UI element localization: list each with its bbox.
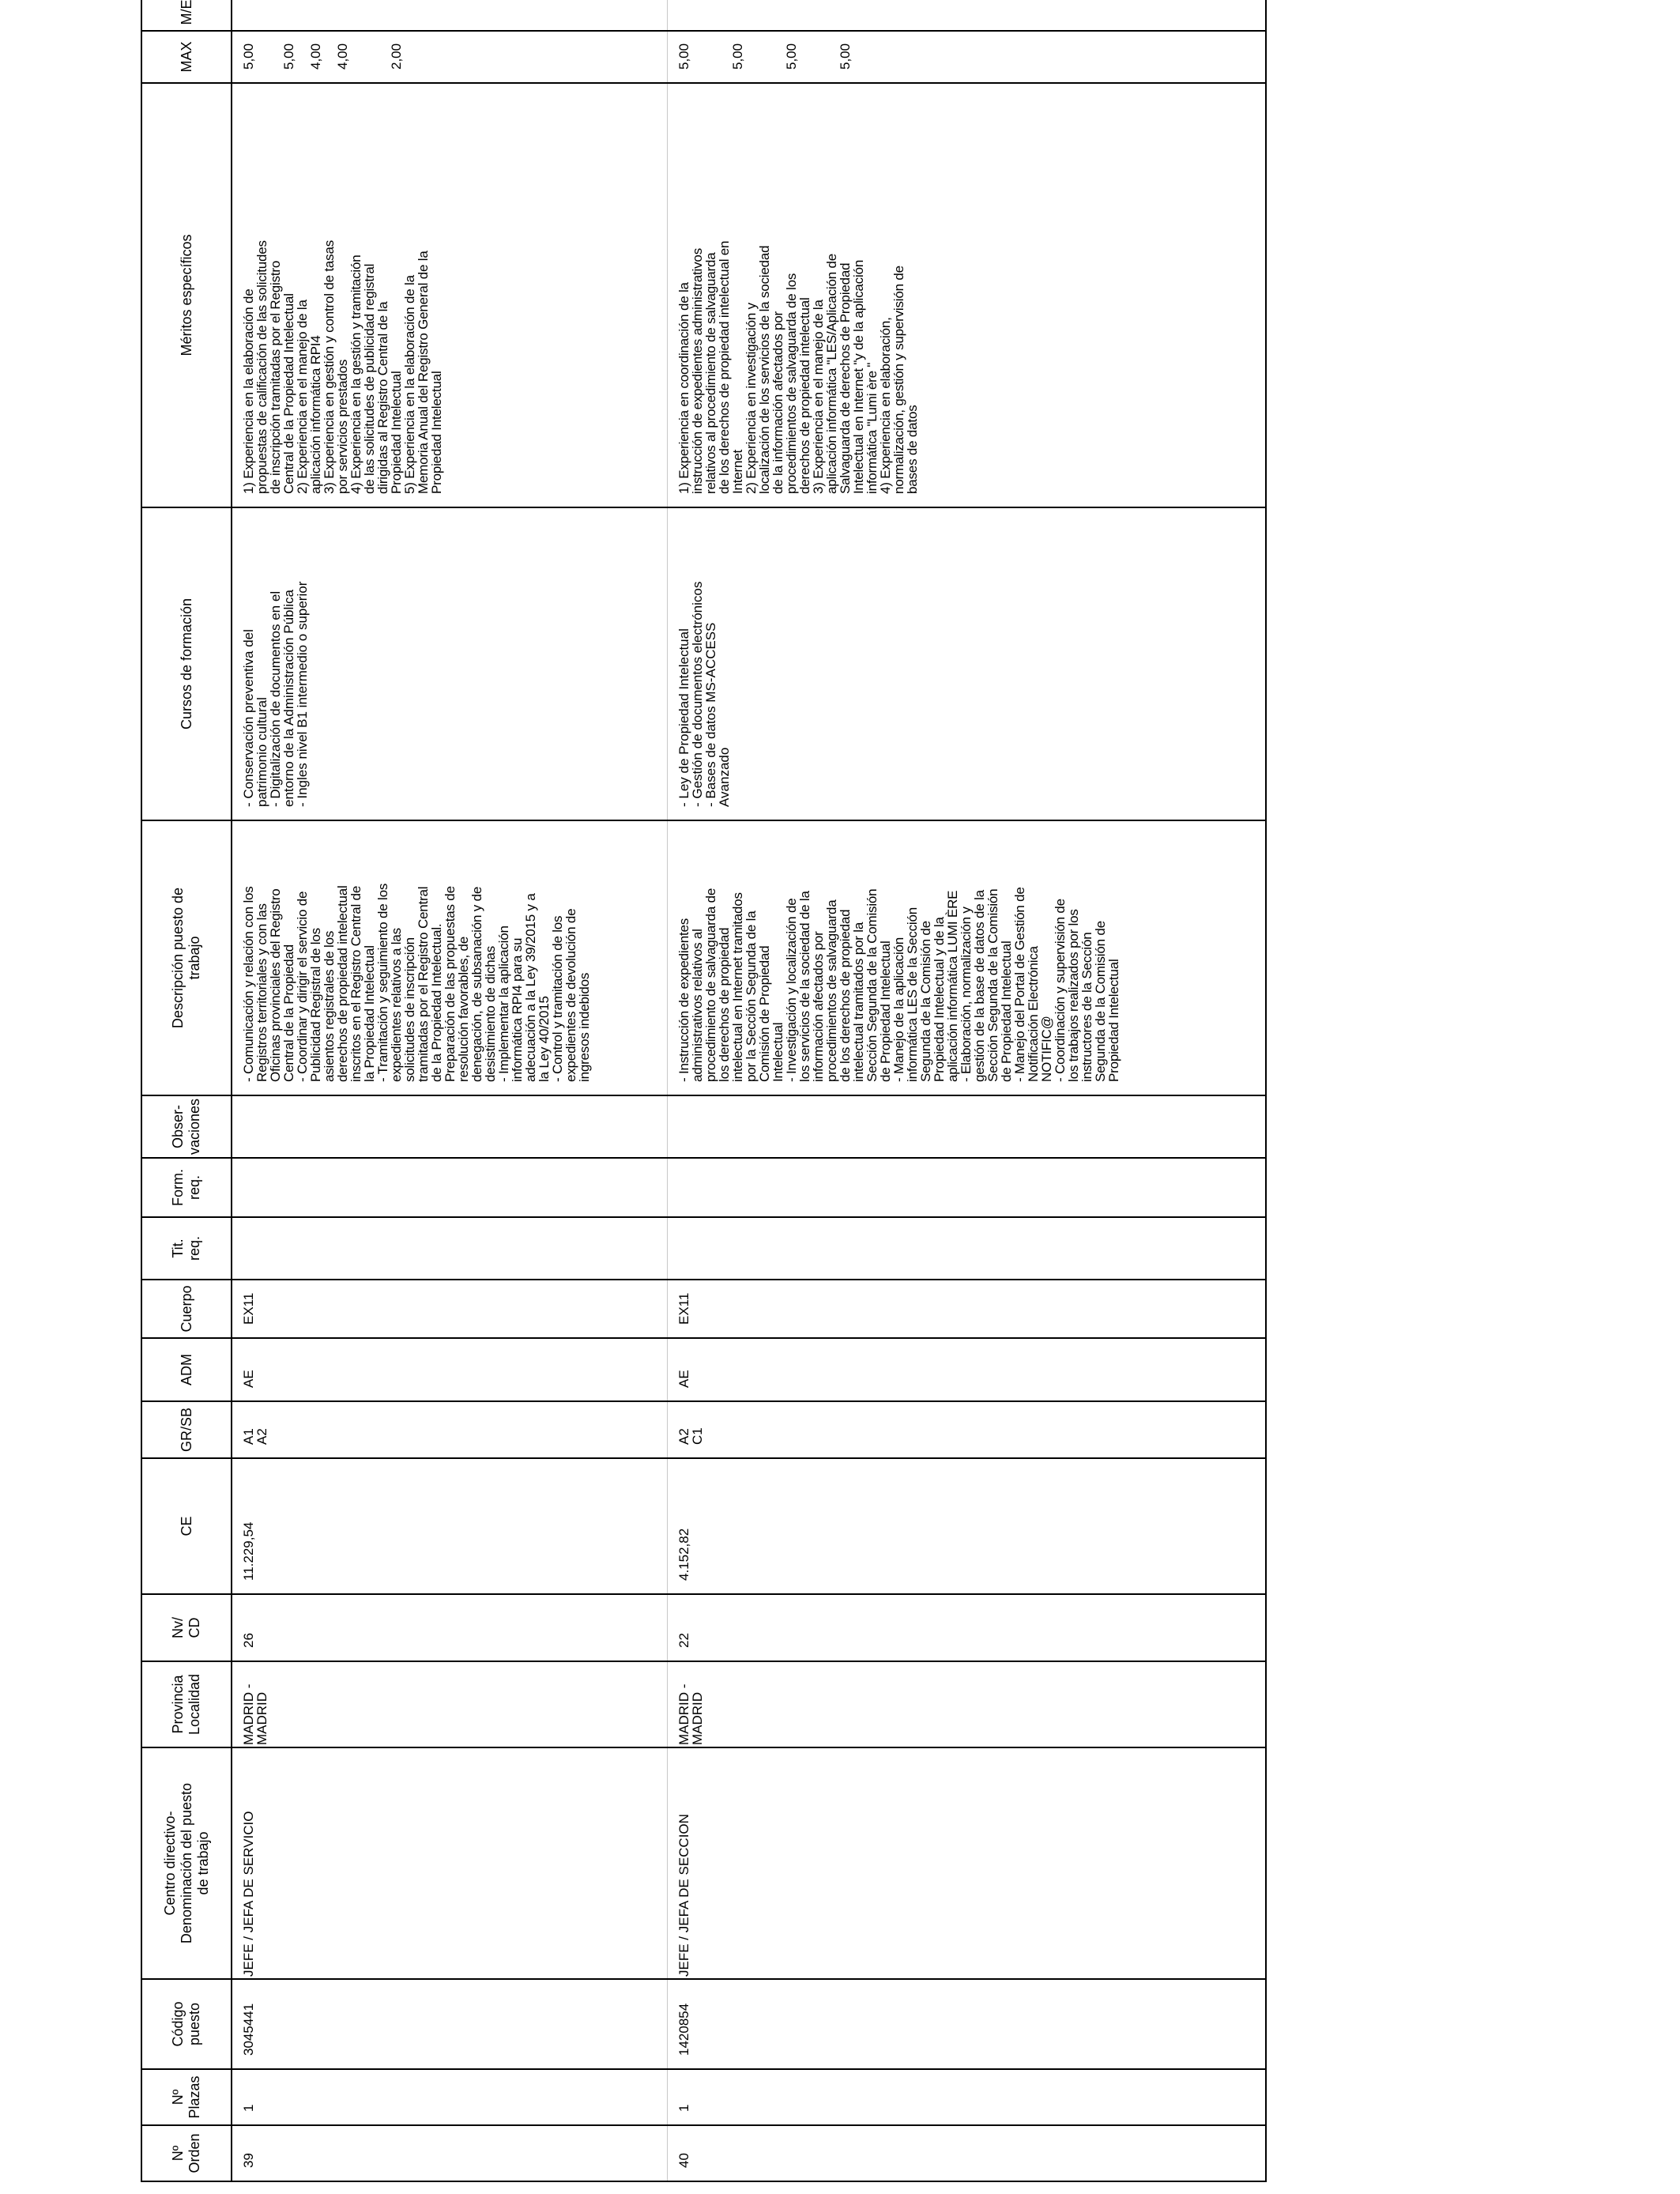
cell-centro: JEFE / JEFA DE SERVICIO bbox=[232, 1747, 668, 1979]
cell-formacion bbox=[232, 1158, 668, 1217]
header-meritos: Méritos específicos bbox=[141, 83, 232, 507]
header-codigo: Código puesto bbox=[141, 1979, 232, 2069]
cell-ce: 11.229,54 bbox=[232, 1458, 668, 1594]
cell-meritos: 1) Experiencia en coordinación de la instrucción de expedientes administrativos relativos al procedimiento de salvaguarda de los derechos de propiedad intelectual en Internet 2) Experiencia en investigación y localización de los servicios de la sociedad de la información afectados por procedimientos de salvaguarda de los derechos de propiedad intelectual 3) Experiencia en el manejo de la aplicación informática "LES/Aplicación de Salvaguarda de derechos de Propiedad Intelectual en Internet "y de la aplicación informática "Lumi ère " 4) Experiencia en elaboración, normalización, gestión y supervisión de bases de datos bbox=[668, 83, 1267, 507]
cell-me bbox=[232, 0, 668, 31]
header-centro: Centro directivo- Denominación del puesto de trabajo bbox=[141, 1747, 232, 1979]
cell-nivel: 22 bbox=[668, 1594, 1267, 1661]
cell-orden: 40 bbox=[668, 2125, 1267, 2181]
cell-titulacion bbox=[668, 1217, 1267, 1280]
header-descripcion: Descripción puesto de trabajo bbox=[141, 820, 232, 1095]
table-row bbox=[232, 0, 668, 2181]
cell-centro: JEFE / JEFA DE SECCION bbox=[668, 1747, 1267, 1979]
table-row bbox=[668, 0, 1267, 2181]
cell-codigo: 1420854 bbox=[668, 1979, 1267, 2069]
cell-titulacion bbox=[232, 1217, 668, 1280]
cell-formacion bbox=[668, 1158, 1267, 1217]
cell-observaciones bbox=[232, 1095, 668, 1158]
header-orden: Nº Orden bbox=[141, 2125, 232, 2181]
cell-codigo: 3045441 bbox=[232, 1979, 668, 2069]
cell-ce: 4.152,82 bbox=[668, 1458, 1267, 1594]
cell-descripcion: - Comunicación y relación con los Registros territoriales y con las Oficinas provinciales del Registro Central de la Propiedad - Coordinar y dirigir el servicio de Publicidad Registral de los asientos registrales de los derechos de propiedad intelectual inscritos en el Registro Central de la Propiedad Intelectual - Tramitación y seguimiento de los expedientes relativos a las solicitudes de inscripción tramitadas por el Registro Central de la Propiedad Intelectual. Preparación de las propuestas de resolución favorables, de denegación, de subsanación y de desistimiento de dichas - Implementar la aplicación informática RPI4 para su adecuación a la Ley 39/2015 y a la Ley 40/2015 - Control y tramitación de los expedientes de devolución de ingresos indebidos bbox=[232, 820, 668, 1095]
cell-plazas: 1 bbox=[232, 2069, 668, 2125]
header-observaciones: Obser- vaciones bbox=[141, 1095, 232, 1158]
cell-max bbox=[232, 31, 668, 83]
cell-adm: AE bbox=[668, 1338, 1267, 1401]
cell-grupo: A1 A2 bbox=[232, 1401, 668, 1458]
header-grupo: GR/SB bbox=[141, 1401, 232, 1458]
cell-provincia: MADRID - MADRID bbox=[232, 1661, 668, 1747]
cell-cursos: - Conservación preventiva del patrimonio cultural - Digitalización de documentos en el entorno de la Administración Pública - Ingles nivel B1 intermedio o superior bbox=[232, 507, 668, 820]
header-ce: CE bbox=[141, 1458, 232, 1594]
cell-adm: AE bbox=[232, 1338, 668, 1401]
cell-nivel: 26 bbox=[232, 1594, 668, 1661]
header-nivel: Nv/ CD bbox=[141, 1594, 232, 1661]
job-positions-table bbox=[141, 0, 1267, 2182]
header-formacion: Form. req. bbox=[141, 1158, 232, 1217]
cell-orden: 39 bbox=[232, 2125, 668, 2181]
rotated-table-sheet bbox=[141, 0, 1255, 2182]
cell-max bbox=[668, 31, 1267, 83]
header-cuerpo: Cuerpo bbox=[141, 1280, 232, 1338]
header-cursos: Cursos de formación bbox=[141, 507, 232, 820]
header-adm: ADM bbox=[141, 1338, 232, 1401]
cell-provincia: MADRID - MADRID bbox=[668, 1661, 1267, 1747]
max-values: 5,00 5,00 4,00 4,00 2,00 bbox=[241, 43, 404, 70]
header-max: MAX bbox=[141, 31, 232, 83]
cell-cuerpo: EX11 bbox=[668, 1280, 1267, 1338]
cell-grupo: A2 C1 bbox=[668, 1401, 1267, 1458]
cell-cursos: - Ley de Propiedad Intelectual - Gestión de documentos electrónicos - Bases de datos MS-ACCESS Avanzado bbox=[668, 507, 1267, 820]
header-row bbox=[141, 0, 232, 2181]
header-plazas: Nº Plazas bbox=[141, 2069, 232, 2125]
cell-meritos: 1) Experiencia en la elaboración de propuestas de calificación de las solicitudes de inscripción tramitadas por el Registro Central de la Propiedad Intelectual 2) Experiencia en el manejo de la aplicación informática RPI4 3) Experiencia en gestión y control de tasas por servicios prestados 4) Experiencia en la gestión y tramitación de las solicitudes de publicidad registral dirigidas al Registro Central de la Propiedad Intelectual 5) Experiencia en la elaboración de la Memoria Anual del Registro General de la Propiedad Intelectual bbox=[232, 83, 668, 507]
cell-plazas: 1 bbox=[668, 2069, 1267, 2125]
cell-descripcion: - Instrucción de expedientes administrativos relativos al procedimiento de salvaguarda de los derechos de propiedad intelectual en Internet tramitados por la Sección Segunda de la Comisión de Propiedad Intelectual - Investigación y localización de los servicios de la sociedad de la información afectados por procedimientos de salvaguarda de los derechos de propiedad intelectual tramitados por la Sección Segunda de la Comisión de Propiedad Intelectual - Manejo de la aplicación informática LES de la Sección Segunda de la Comisión de Propiedad Intelectual y de la aplicación informática LUMI ÈRE - Elaboración, normalización y gestión de la base de datos de la Sección Segunda de la Comisión de Propiedad Intelectual - Manejo del Portal de Gestión de Notificación Electrónica NOTIFIC@ - Coordinación y supervisión de los trabajos realizados por los instructores de la Sección Segunda de la Comisión de Propiedad Intelectual bbox=[668, 820, 1267, 1095]
header-me: M/E bbox=[141, 0, 232, 31]
cell-cuerpo: EX11 bbox=[232, 1280, 668, 1338]
max-values: 5,00 5,00 5,00 5,00 bbox=[676, 43, 853, 70]
header-provincia: Provincia Localidad bbox=[141, 1661, 232, 1747]
cell-observaciones bbox=[668, 1095, 1267, 1158]
header-titulacion: Tit. req. bbox=[141, 1217, 232, 1280]
cell-me bbox=[668, 0, 1267, 31]
